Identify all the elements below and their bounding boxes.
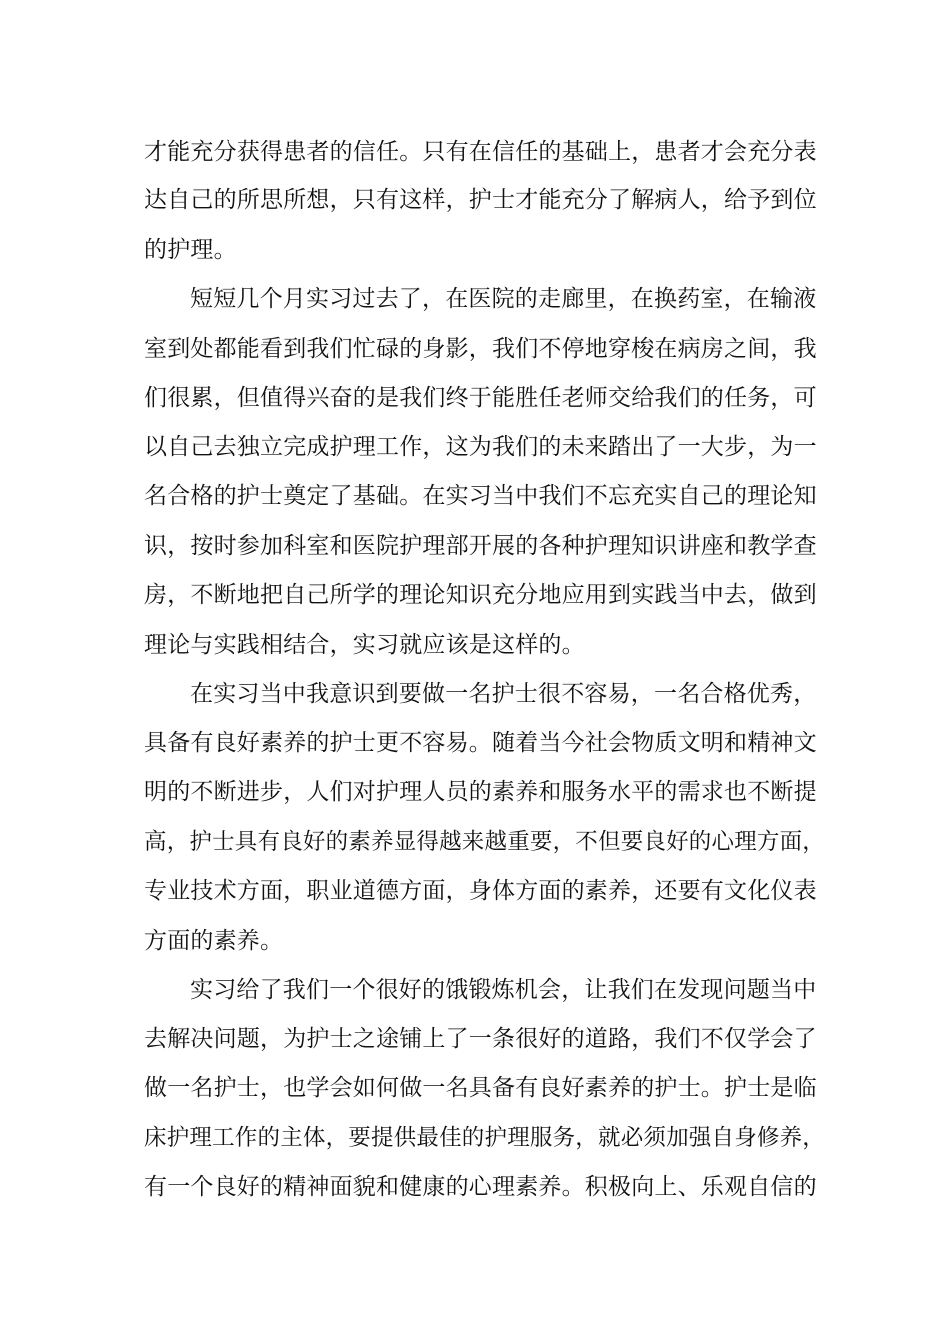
text-line: 专业技术方面，职业道德方面，身体方面的素养，还要有文化仪表 [144, 878, 817, 904]
text-line: 的护理。 [144, 237, 237, 263]
text-line: 高，护士具有良好的素养显得越来越重要，不但要良好的心理方面， [144, 829, 826, 855]
text-line: 室到处都能看到我们忙碌的身影，我们不停地穿梭在病房之间，我 [144, 336, 817, 362]
text-line: 床护理工作的主体，要提供最佳的护理服务，就必须加强自身修养， [144, 1125, 826, 1151]
text-line: 达自己的所思所想，只有这样，护士才能充分了解病人，给予到位 [144, 187, 817, 213]
text-line: 房，不断地把自己所学的理论知识充分地应用到实践当中去，做到 [144, 582, 817, 608]
text-line: 名合格的护士奠定了基础。在实习当中我们不忘充实自己的理论知 [144, 483, 817, 509]
text-line: 以自己去独立完成护理工作，这为我们的未来踏出了一大步，为一 [144, 434, 817, 460]
text-line: 理论与实践相结合，实习就应该是这样的。 [144, 632, 585, 658]
text-line: 去解决问题，为护士之途铺上了一条很好的道路，我们不仅学会了 [144, 1026, 817, 1052]
text-line: 做一名护士，也学会如何做一名具备有良好素养的护士。护士是临 [144, 1075, 817, 1101]
text-line: 明的不断进步，人们对护理人员的素养和服务水平的需求也不断提 [144, 779, 817, 805]
text-line: 有一个良好的精神面貌和健康的心理素养。积极向上、乐观自信的 [144, 1174, 817, 1200]
paragraph-first-line: 短短几个月实习过去了，在医院的走廊里，在换药室，在输液 [190, 286, 817, 312]
text-line: 具备有良好素养的护士更不容易。随着当今社会物质文明和精神文 [144, 730, 817, 756]
text-line: 识，按时参加科室和医院护理部开展的各种护理知识讲座和教学查 [144, 533, 817, 559]
text-line: 们很累，但值得兴奋的是我们终于能胜任老师交给我们的任务，可 [144, 385, 817, 411]
text-line: 方面的素养。 [144, 928, 284, 954]
paragraph-first-line: 在实习当中我意识到要做一名护士很不容易，一名合格优秀， [190, 681, 817, 707]
text-line: 才能充分获得患者的信任。只有在信任的基础上，患者才会充分表 [144, 139, 817, 165]
paragraph-first-line: 实习给了我们一个很好的饿锻炼机会，让我们在发现问题当中 [190, 977, 817, 1003]
